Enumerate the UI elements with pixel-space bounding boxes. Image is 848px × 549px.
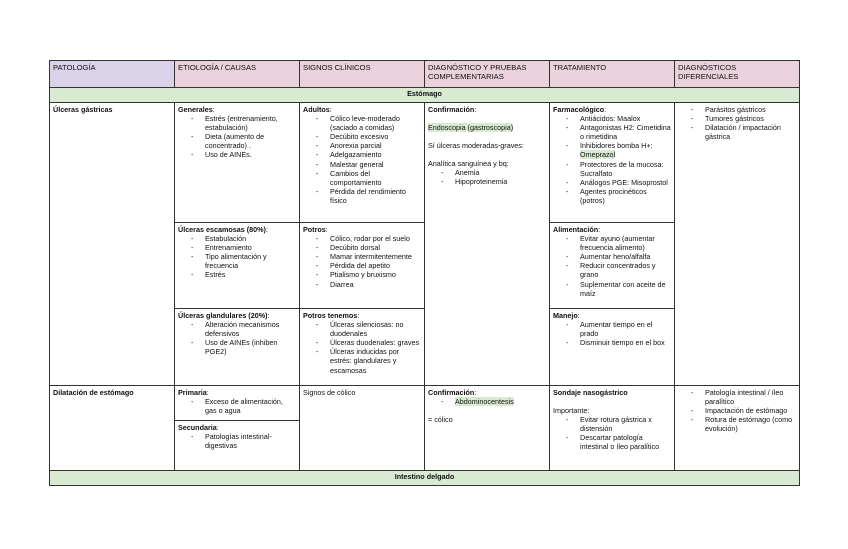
table-row <box>50 103 800 223</box>
treatment-cell: Sondaje nasogástrico Importante: - Evitar rotura gástrica x distensión - Descartar patología intestinal o íleo paralítico <box>550 386 675 471</box>
signs-cell: Potros tenemos: - Úlceras silenciosas: no duodenales - Úlceras duodenales: graves - Úlceras inducidas por estrés: glandulares y escamosas <box>300 309 425 386</box>
signs-cell: Signos de cólico <box>300 386 425 471</box>
header-diagnostico: DIAGNÓSTICO Y PRUEBAS COMPLEMENTARIAS <box>425 61 550 88</box>
diagnosis-cell: Confirmación: Endoscopia (gastroscopia) Sí úlceras moderadas-graves: Analítica sanguínea y bq: - Anemia - Hipoproteinemia <box>425 103 550 386</box>
signs-cell: Adultos: - Cólico leve-moderado (saciado a comidas) - Decúbito excesivo - Anorexia parcial - Adelgazamiento - Malestar general - Cambios del comportamiento - Pérdida del rendimiento físico <box>300 103 425 223</box>
pathology-table <box>49 60 800 486</box>
section-row-intestino <box>50 471 800 486</box>
section-title: Estómago <box>50 88 800 103</box>
signs-cell: Potros: - Cólico, rodar por el suelo - Decúbito dorsal - Mamar intermitentemente - Pérdida del apetito - Ptialismo y bruxismo - Diarrea <box>300 223 425 309</box>
pathology-name: Úlceras gástricas <box>50 103 175 386</box>
table-row <box>50 386 800 421</box>
header-row <box>50 61 800 88</box>
section-row-estomago <box>50 88 800 103</box>
header-patologia: PATOLOGÍA <box>50 61 175 88</box>
header-signos: SIGNOS CLÍNICOS <box>300 61 425 88</box>
differential-cell: - Parásitos gástricos - Tumores gástricos - Dilatación / impactación gástrica <box>675 103 800 386</box>
diagnosis-cell: Confirmación: - Abdominocentesis = cólico <box>425 386 550 471</box>
etiology-cell: Generales: - Estrés (entrenamiento, estabulación) - Dieta (aumento de concentrado) . - Uso de AINEs. <box>175 103 300 223</box>
section-title: Intestino delgado <box>50 471 800 486</box>
pathology-name: Dilatación de estómago <box>50 386 175 471</box>
differential-cell: - Patología intestinal / íleo paralítico - Impactación de estómago - Rotura de estómago (como evolución) <box>675 386 800 471</box>
treatment-cell: Manejo: - Aumentar tiempo en el prado - Disminuir tiempo en el box <box>550 309 675 386</box>
header-diferenciales: DIAGNÓSTICOS DIFERENCIALES <box>675 61 800 88</box>
header-etiologia: ETIOLOGÍA / CAUSAS <box>175 61 300 88</box>
etiology-cell: Primaria: - Exceso de alimentación, gas o agua <box>175 386 300 421</box>
treatment-cell: Alimentación: - Evitar ayuno (aumentar frecuencia alimento) - Aumentar heno/alfalfa - Reducir concentrados y grano - Suplementar con aceite de maíz <box>550 223 675 309</box>
etiology-cell: Úlceras escamosas (80%): - Estabulación - Entrenamiento - Tipo alimentación y frecuencia - Estrés <box>175 223 300 309</box>
etiology-cell: Secundaria: - Patologías intestinal-digestivas <box>175 421 300 471</box>
treatment-cell: Farmacológico: - Antiácidos: Maalox - Antagonistas H2: Cimetidina o rimetidina - Inhibidores bomba H+: Omeprazol - Protectores de la mucosa: Sucralfato - Análogos PGE: Misoprostol - Agentes procinéticos (potros) <box>550 103 675 223</box>
header-tratamiento: TRATAMIENTO <box>550 61 675 88</box>
etiology-cell: Úlceras glandulares (20%): - Alteración mecanismos defensivos - Uso de AINEs (inhiben PGE2) <box>175 309 300 386</box>
